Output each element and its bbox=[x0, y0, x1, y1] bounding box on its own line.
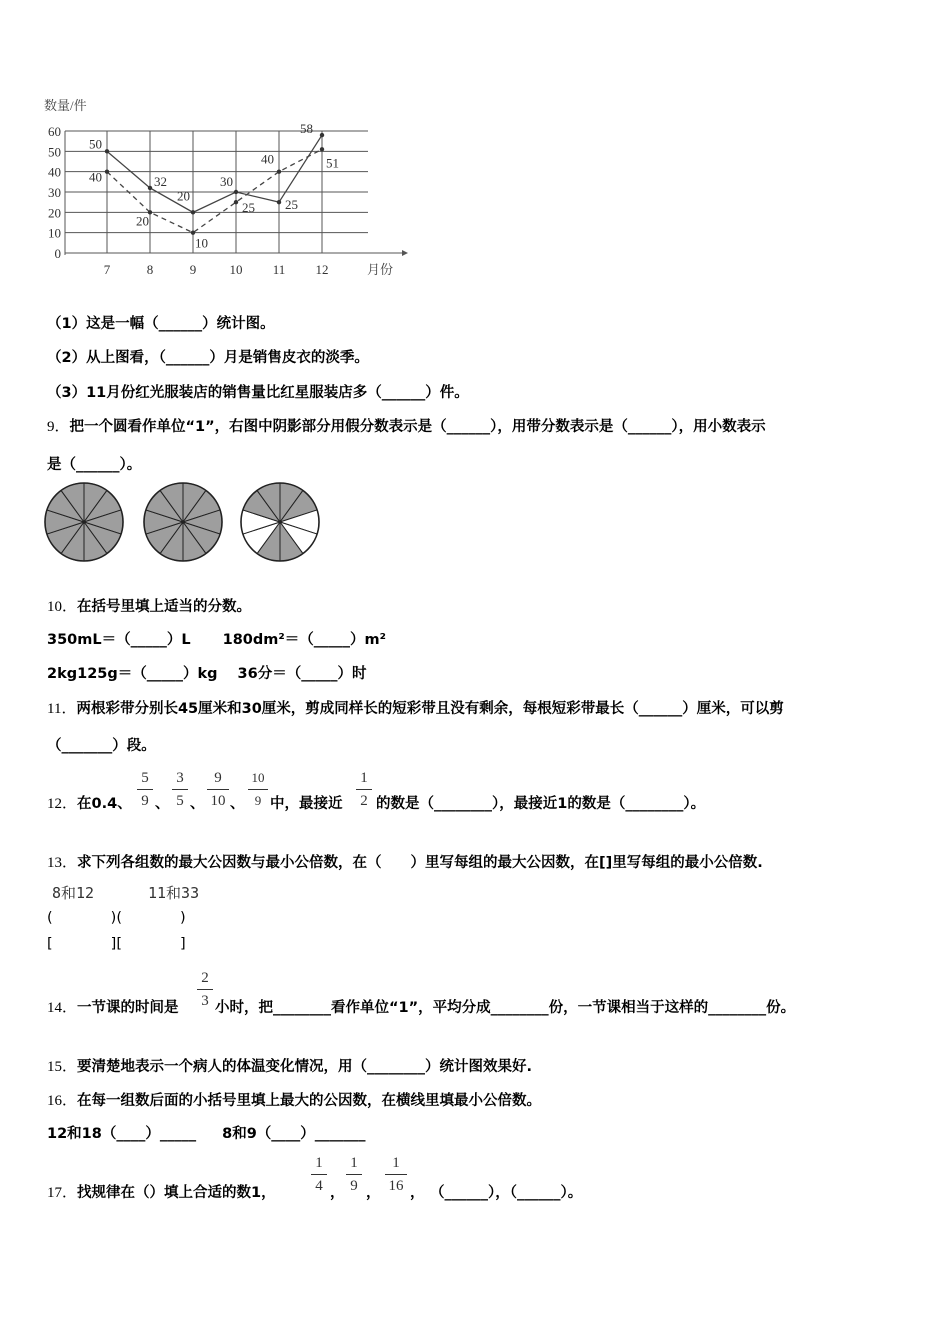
q12-sep-1: 、 bbox=[155, 796, 170, 812]
q13-title-text: 求下列各组数的最大公因数与最小公倍数，在（ ）里写每组的最大公因数，在[]里写每组的最小公倍数. bbox=[77, 855, 763, 871]
q16-number: 16． bbox=[47, 1093, 78, 1109]
q17-f3-denominator: 16 bbox=[388, 1178, 404, 1194]
q17-f1-denominator: 4 bbox=[315, 1178, 323, 1194]
q11-line2: （_______）段。 bbox=[47, 738, 156, 754]
q12-f1-numerator: 5 bbox=[141, 770, 149, 786]
q12-f2-denominator: 5 bbox=[176, 793, 184, 809]
data-label: 40 bbox=[89, 169, 102, 185]
y-tick-label: 0 bbox=[54, 246, 61, 261]
q12-f4-numerator: 10 bbox=[251, 770, 265, 785]
q17-suffix: （______），（______）。 bbox=[430, 1185, 583, 1201]
q11-number: 11． bbox=[47, 701, 77, 717]
data-point bbox=[105, 149, 109, 153]
chart-xlabel: 月份 bbox=[367, 262, 394, 277]
data-point bbox=[148, 186, 152, 190]
data-point bbox=[191, 230, 195, 234]
data-label: 25 bbox=[242, 200, 255, 216]
q17-comma-3: ， bbox=[410, 1185, 425, 1201]
q12-suffix: 的数是（________），最接近1的数是（________）。 bbox=[376, 796, 706, 812]
data-point bbox=[277, 200, 281, 204]
data-label: 58 bbox=[300, 121, 313, 137]
x-tick-label: 10 bbox=[229, 262, 243, 277]
data-point bbox=[277, 169, 281, 173]
data-point bbox=[234, 200, 238, 204]
y-tick-label: 10 bbox=[48, 225, 61, 241]
data-point bbox=[320, 147, 324, 151]
q9-text: 把一个圆看作单位“1”，右图中阴影部分用假分数表示是（______），用带分数表示是（______），用小数表示 bbox=[69, 419, 766, 435]
q17-fraction-2 bbox=[345, 1155, 363, 1194]
y-tick-label: 30 bbox=[48, 185, 61, 200]
q16-group-2: 8和9（____）_______ bbox=[222, 1126, 366, 1142]
q12-prefix bbox=[47, 792, 132, 813]
chart-x-ticks bbox=[104, 262, 329, 277]
q10-row2 bbox=[47, 662, 366, 683]
q17-fraction-1 bbox=[310, 1155, 328, 1194]
q15-number: 15． bbox=[47, 1059, 78, 1075]
q8-part2: （2）从上图看，（______）月是销售皮衣的淡季。 bbox=[47, 350, 369, 366]
q12-fraction-2 bbox=[171, 770, 189, 809]
fraction-circle-3 bbox=[241, 483, 319, 561]
q9-line2: 是（______）。 bbox=[47, 457, 142, 473]
chart-y-ticks bbox=[48, 124, 61, 261]
q9-line1 bbox=[47, 415, 766, 436]
q11-line1 bbox=[47, 697, 784, 718]
q12-f4-denominator: 9 bbox=[254, 793, 262, 808]
q10-title bbox=[47, 595, 251, 616]
q14-number: 14． bbox=[47, 1000, 78, 1016]
q12-f5-denominator: 2 bbox=[360, 793, 368, 809]
q10-item-b1: 2kg125g＝（_____）kg bbox=[47, 666, 218, 682]
q8-part1: （1）这是一幅（______）统计图。 bbox=[47, 316, 275, 332]
q9-number: 9． bbox=[47, 419, 70, 435]
data-label: 25 bbox=[285, 197, 298, 213]
q16-title-text: 在每一组数后面的小括号里填上最大的公因数，在横线里填最小公倍数。 bbox=[77, 1093, 542, 1109]
data-label: 40 bbox=[261, 151, 274, 167]
q13-group-1: 8和12 bbox=[52, 884, 95, 902]
q14-fraction bbox=[196, 970, 214, 1009]
y-tick-label: 40 bbox=[48, 164, 61, 180]
q15-text: 要清楚地表示一个病人的体温变化情况，用（________）统计图效果好. bbox=[77, 1059, 533, 1075]
q10-item-a1: 350mL＝（_____）L bbox=[47, 632, 191, 648]
q12-fraction-4 bbox=[247, 770, 269, 809]
x-axis-arrow bbox=[402, 250, 408, 256]
q16-row bbox=[47, 1122, 366, 1143]
q12-f5-numerator: 1 bbox=[360, 770, 368, 786]
q12-sep-2: 、 bbox=[190, 796, 205, 812]
q12-f1-denominator: 9 bbox=[141, 793, 149, 809]
line-chart bbox=[40, 92, 420, 282]
q10-number: 10． bbox=[47, 599, 78, 615]
data-point bbox=[191, 210, 195, 214]
q17-f2-denominator: 9 bbox=[350, 1178, 358, 1194]
x-tick-label: 9 bbox=[189, 262, 197, 277]
q12-f3-denominator: 10 bbox=[210, 793, 226, 809]
q12-fraction-1 bbox=[136, 770, 154, 809]
q12-number: 12． bbox=[47, 796, 78, 812]
q14-denominator: 3 bbox=[201, 993, 209, 1009]
q11-text: 两根彩带分别长45厘米和30厘米，剪成同样长的短彩带且没有剩余，每根短彩带最长（______）厘米，可以剪 bbox=[76, 701, 784, 717]
q12-prefix-text: 在0.4、 bbox=[77, 796, 132, 812]
q10-item-a2: 180dm²＝（_____）m² bbox=[222, 632, 386, 648]
q17-number: 17． bbox=[47, 1185, 78, 1201]
q17-comma-1: ， bbox=[330, 1185, 345, 1201]
q10-item-b2: 36分＝（_____）时 bbox=[237, 666, 367, 682]
y-tick-label: 50 bbox=[48, 144, 61, 160]
q10-row1 bbox=[47, 628, 386, 649]
q17-f3-numerator: 1 bbox=[392, 1155, 400, 1171]
q17-prefix bbox=[47, 1181, 276, 1202]
fraction-circle-2 bbox=[144, 483, 222, 561]
x-tick-label: 12 bbox=[315, 262, 329, 277]
y-tick-label: 60 bbox=[48, 124, 61, 139]
x-tick-label: 8 bbox=[146, 262, 154, 277]
q13-group-2: 11和33 bbox=[148, 884, 200, 902]
q13-title bbox=[47, 851, 763, 872]
data-point bbox=[105, 169, 109, 173]
q15 bbox=[47, 1055, 532, 1076]
data-label: 10 bbox=[195, 235, 208, 251]
q8-part3: （3）11月份红光服装店的销售量比红星服装店多（______）件。 bbox=[47, 385, 469, 401]
data-label: 32 bbox=[154, 173, 167, 189]
data-label: 20 bbox=[177, 188, 190, 204]
x-tick-label: 11 bbox=[272, 262, 286, 277]
data-label: 50 bbox=[89, 136, 102, 152]
q12-fraction-3 bbox=[206, 770, 230, 809]
q17-f1-numerator: 1 bbox=[315, 1155, 323, 1171]
q17-fraction-3 bbox=[384, 1155, 408, 1194]
chart-ylabel: 数量/件 bbox=[44, 98, 87, 113]
q13-paren-row: ( )( ) bbox=[47, 910, 186, 926]
q12-mid: 中，最接近 bbox=[270, 796, 343, 812]
q17-prefix-text: 找规律在（）填上合适的数1， bbox=[77, 1185, 276, 1201]
q9-circles bbox=[42, 480, 327, 564]
q13-number: 13． bbox=[47, 855, 78, 871]
q12-fraction-5 bbox=[355, 770, 373, 809]
q16-title bbox=[47, 1089, 541, 1110]
q17-comma-2: ， bbox=[366, 1185, 381, 1201]
x-tick-label: 7 bbox=[103, 262, 111, 277]
data-point bbox=[320, 133, 324, 137]
q14-prefix-text: 一节课的时间是 bbox=[77, 1000, 179, 1016]
q14-prefix bbox=[47, 996, 179, 1017]
q10-title-text: 在括号里填上适当的分数。 bbox=[77, 599, 252, 615]
q14-suffix: 小时，把________看作单位“1”，平均分成________份，一节课相当于这样的________份。 bbox=[215, 1000, 796, 1016]
data-label: 20 bbox=[136, 213, 149, 229]
q12-f2-numerator: 3 bbox=[176, 770, 184, 786]
fraction-circle-1 bbox=[45, 483, 123, 561]
q14-numerator: 2 bbox=[201, 970, 209, 986]
q12-sep-3: 、 bbox=[230, 796, 245, 812]
q13-bracket-row: [ ][ ] bbox=[47, 936, 186, 952]
q16-group-1: 12和18（____）_____ bbox=[47, 1126, 197, 1142]
data-label: 30 bbox=[220, 174, 233, 189]
chart-data-labels bbox=[89, 121, 339, 251]
y-tick-label: 20 bbox=[48, 205, 61, 221]
q12-f3-numerator: 9 bbox=[214, 770, 222, 786]
data-point bbox=[234, 190, 238, 194]
data-label: 51 bbox=[326, 155, 339, 171]
q17-f2-numerator: 1 bbox=[350, 1155, 358, 1171]
